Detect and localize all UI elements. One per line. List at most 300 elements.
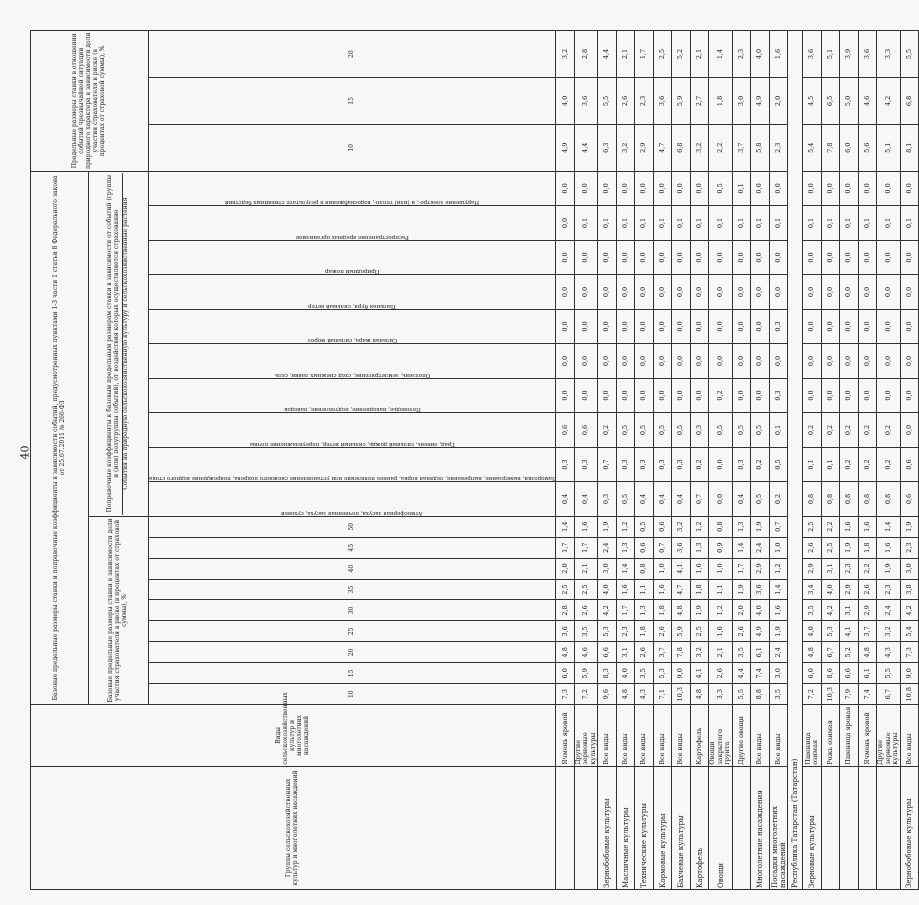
cell-group: Зернобобовые культуры [900,766,919,889]
table-row [751,31,770,890]
cell-base-rate: 4,2 [598,600,617,621]
cell-add-rate: 3,2 [556,31,575,78]
cell-coefficient: 0,1 [616,206,635,241]
cell-base-rate: 1,9 [690,600,709,621]
cell-coefficient: 0,1 [900,206,919,241]
cell-coefficient: 0,0 [858,171,877,206]
cell-base-rate: 6,7 [821,642,840,663]
cell-coefficient: 0,0 [556,378,575,413]
cell-coefficient: 0,2 [690,447,709,482]
cell-coefficient: 0,0 [616,171,635,206]
cell-base-rate: 1,6 [858,516,877,537]
header-add-group: Предельные размеры ставки в отношении событий чрезвычайной ситуации природного характера в зависимости доли участия страхователя в риске (в процентах от страховой суммы), % [31,31,149,172]
cell-group [732,766,751,889]
cell-group: Кормовые культуры [653,766,672,889]
cell-add-rate: 2,8 [574,31,597,78]
cell-coefficient: 0,0 [690,309,709,344]
cell-coefficient: 0,1 [690,206,709,241]
cell-add-rate: 3,6 [803,31,822,78]
cell-base-rate: 2,9 [751,558,770,579]
cell-coefficient: 0,0 [556,275,575,310]
cell-coefficient: 0,0 [653,309,672,344]
cell-coefficient: 0,3 [672,447,691,482]
cell-add-rate: 4,6 [858,78,877,125]
coef-col-pests [149,206,556,241]
cell-base-rate: 8,3 [598,663,617,684]
cell-coefficient: 0,8 [877,482,900,517]
cell-add-rate: 3,7 [732,124,751,171]
cell-add-rate: 2,2 [709,124,732,171]
cell-coefficient: 0,6 [574,413,597,448]
cell-coefficient: 0,6 [556,413,575,448]
cell-add-rate: 5,4 [803,124,822,171]
cell-base-rate: 4,8 [556,642,575,663]
cell-base-rate: 0,9 [709,537,732,558]
cell-base-rate: 2,3 [900,537,919,558]
cell-coefficient: 0,0 [900,171,919,206]
cell-base-rate: 2,8 [556,600,575,621]
cell-base-rate: 4,3 [635,684,654,705]
cell-coefficient: 0,0 [616,240,635,275]
cell-coefficient: 0,0 [556,171,575,206]
cell-base-rate: 0,7 [653,537,672,558]
cell-add-rate: 4,2 [877,78,900,125]
cell-coefficient: 0,0 [840,275,859,310]
coef-col-drought-label: Атмосферная засуха, почвенная засуха, суховей [281,509,424,516]
cell-base-rate: 4,1 [690,663,709,684]
cell-add-rate: 2,3 [769,124,788,171]
cell-add-rate: 1,4 [709,31,732,78]
cell-coefficient: 0,1 [821,206,840,241]
cell-base-rate: 1,9 [598,516,617,537]
cell-coefficient: 0,0 [690,378,709,413]
cell-coefficient: 0,8 [858,482,877,517]
cell-coefficient: 0,0 [574,344,597,379]
cell-base-rate: 5,2 [840,642,859,663]
cell-base-rate: 7,1 [653,684,672,705]
cell-coefficient: 0,5 [616,482,635,517]
cell-coefficient: 0,1 [732,206,751,241]
cell-coefficient: 0,5 [616,413,635,448]
cell-type: Все виды [751,705,770,767]
cell-base-rate: 3,7 [653,642,672,663]
cell-group: Овощи [709,766,732,889]
cell-base-rate: 1,7 [616,600,635,621]
cell-coefficient: 0,0 [672,344,691,379]
cell-coefficient: 0,0 [653,275,672,310]
cell-base-rate: 4,0 [821,579,840,600]
cell-coefficient: 0,1 [769,413,788,448]
cell-base-rate: 2,3 [616,621,635,642]
cell-base-rate: 2,1 [709,642,732,663]
coef-col-utilities-label: Нарушение электро-, и (или) тепло-, водоснабжения в результате стихийных бедствий [225,199,480,206]
cell-add-rate: 3,6 [574,78,597,125]
cell-coefficient: 0,2 [840,447,859,482]
cell-coefficient: 0,0 [653,378,672,413]
cell-type: Рожь озимая [821,705,840,767]
add-col-20: 20 [149,31,556,78]
cell-coefficient: 0,0 [598,171,617,206]
cell-base-rate: 1,6 [709,621,732,642]
cell-add-rate: 6,8 [672,124,691,171]
cell-add-rate: 4,4 [574,124,597,171]
cell-base-rate: 3,2 [690,642,709,663]
cell-add-rate: 2,9 [635,124,654,171]
cell-base-rate: 2,5 [821,537,840,558]
cell-group: Картофель [690,766,709,889]
cell-coefficient: 0,0 [574,240,597,275]
coef-col-fire [149,240,556,275]
cell-add-rate: 2,3 [635,78,654,125]
header-coef-group [89,171,149,516]
cell-coefficient: 0,1 [821,447,840,482]
cell-base-rate: 2,2 [821,516,840,537]
cell-base-rate: 1,2 [616,516,635,537]
cell-base-rate: 1,2 [709,600,732,621]
cell-add-rate: 2,7 [690,78,709,125]
cell-add-rate: 3,6 [858,31,877,78]
cell-base-rate: 4,2 [821,600,840,621]
cell-base-rate: 7,4 [751,663,770,684]
cell-coefficient: 0,3 [732,447,751,482]
cell-coefficient: 0,4 [732,482,751,517]
cell-base-rate: 1,6 [877,537,900,558]
cell-coefficient: 0,1 [653,206,672,241]
cell-base-rate: 2,3 [840,558,859,579]
base-col-15: 15 [149,663,556,684]
cell-base-rate: 1,8 [858,537,877,558]
cell-base-rate: 5,3 [821,621,840,642]
cell-base-rate: 4,0 [803,621,822,642]
cell-base-rate: 3,5 [769,684,788,705]
table-row [574,31,597,890]
cell-add-rate: 3,3 [877,31,900,78]
cell-coefficient: 0,8 [840,482,859,517]
cell-group: Зерновые культуры [803,766,822,889]
cell-coefficient: 0,5 [751,482,770,517]
cell-type: Овощи закрытого грунта [709,705,732,767]
cell-add-rate: 2,3 [732,31,751,78]
cell-base-rate: 1,1 [709,579,732,600]
cell-coefficient: 0,0 [877,309,900,344]
header-type: Виды сельскохозяйственных культур и многолетних насаждений [31,705,556,767]
cell-coefficient: 0,0 [751,275,770,310]
cell-base-rate: 2,6 [803,537,822,558]
cell-type: Другие зерновые культуры [877,705,900,767]
table-row [556,31,575,890]
cell-coefficient: 0,0 [821,344,840,379]
cell-coefficient: 0,0 [556,309,575,344]
cell-base-rate: 1,8 [635,621,654,642]
cell-coefficient: 0,2 [821,413,840,448]
cell-coefficient: 0,8 [803,482,822,517]
cell-base-rate: 10,8 [900,684,919,705]
coef-col-frost [149,447,556,482]
cell-coefficient: 0,0 [751,171,770,206]
cell-base-rate: 4,8 [616,684,635,705]
cell-coefficient: 0,0 [616,275,635,310]
cell-base-rate: 3,6 [556,621,575,642]
cell-base-rate: 3,1 [821,558,840,579]
cell-base-rate: 2,6 [574,600,597,621]
cell-type: Пшеница яровая [840,705,859,767]
cell-base-rate: 1,4 [877,516,900,537]
cell-group [574,766,597,889]
cell-coefficient: 0,3 [616,447,635,482]
cell-base-rate: 1,0 [709,558,732,579]
coef-col-hail-label: Град, ливень, сильный дождь, сильный ветер, переувлажнение почвы [249,440,455,447]
cell-base-rate: 4,1 [840,621,859,642]
cell-base-rate: 3,6 [751,579,770,600]
cell-coefficient: 0,0 [840,378,859,413]
cell-base-rate: 8,6 [821,663,840,684]
cell-coefficient: 0,0 [900,309,919,344]
cell-add-rate: 6,3 [598,124,617,171]
cell-coefficient: 0,7 [690,482,709,517]
table-row [732,31,751,890]
cell-add-rate: 5,2 [672,31,691,78]
cell-coefficient: 0,0 [574,171,597,206]
cell-base-rate: 6,1 [858,663,877,684]
cell-coefficient: 0,5 [732,413,751,448]
cell-base-rate: 0,8 [709,516,732,537]
base-col-20: 20 [149,642,556,663]
cell-type: Все виды [635,705,654,767]
cell-add-rate: 3,6 [653,78,672,125]
cell-coefficient: 0,1 [877,206,900,241]
cell-coefficient: 0,0 [709,240,732,275]
cell-add-rate: 2,1 [616,31,635,78]
cell-coefficient: 0,2 [858,413,877,448]
cell-coefficient: 0,0 [900,240,919,275]
cell-base-rate: 3,6 [672,537,691,558]
cell-coefficient: 0,0 [803,344,822,379]
cell-base-rate: 2,4 [598,537,617,558]
cell-base-rate: 7,2 [574,684,597,705]
cell-coefficient: 0,0 [858,378,877,413]
cell-group: Масличные культуры [616,766,635,889]
cell-base-rate: 4,2 [900,600,919,621]
cell-coefficient: 0,0 [635,171,654,206]
cell-group: Бахчевые культуры [672,766,691,889]
cell-add-rate: 2,0 [769,78,788,125]
cell-add-rate: 4,0 [556,78,575,125]
cell-base-rate: 1,7 [574,537,597,558]
cell-base-rate: 2,5 [803,516,822,537]
cell-coefficient: 0,0 [709,482,732,517]
cell-base-rate: 4,8 [858,642,877,663]
cell-coefficient: 0,0 [900,275,919,310]
cell-coefficient: 0,0 [598,275,617,310]
coef-col-heat [149,309,556,344]
cell-coefficient: 0,0 [858,309,877,344]
cell-coefficient: 0,2 [858,447,877,482]
cell-base-rate: 1,7 [732,558,751,579]
cell-base-rate: 1,8 [653,600,672,621]
cell-coefficient: 0,0 [616,378,635,413]
section-title: Республика Татарстан (Татарстан) [788,31,803,890]
table-row [821,31,840,890]
cell-coefficient: 0,5 [751,413,770,448]
cell-coefficient: 0,5 [672,413,691,448]
cell-base-rate: 2,4 [751,537,770,558]
coef-col-storm-label: Пыльная буря, сильный ветер [308,302,397,309]
cell-coefficient: 0,0 [840,309,859,344]
cell-add-rate: 4,9 [751,78,770,125]
cell-coefficient: 0,3 [769,309,788,344]
cell-coefficient: 0,6 [900,447,919,482]
table-row [616,31,635,890]
cell-base-rate: 6,0 [803,663,822,684]
cell-base-rate: 1,9 [900,516,919,537]
cell-base-rate: 2,3 [877,579,900,600]
table-row [709,31,732,890]
cell-add-rate: 4,4 [598,31,617,78]
cell-base-rate: 3,7 [858,621,877,642]
cell-coefficient: 0,2 [877,447,900,482]
cell-coefficient: 0,0 [769,344,788,379]
base-col-40: 40 [149,558,556,579]
cell-coefficient: 0,5 [709,413,732,448]
cell-base-rate: 1,0 [653,558,672,579]
cell-coefficient: 0,3 [635,447,654,482]
cell-base-rate: 1,9 [732,579,751,600]
cell-coefficient: 0,1 [751,206,770,241]
cell-base-rate: 1,9 [840,537,859,558]
cell-coefficient: 0,0 [858,275,877,310]
cell-base-rate: 6,0 [556,663,575,684]
cell-coefficient: 0,0 [709,344,732,379]
cell-base-rate: 5,9 [574,663,597,684]
cell-coefficient: 0,3 [598,482,617,517]
coef-col-landslide-label: Оползень, землетрясение, сход снежных лавин, сель [274,371,430,378]
cell-base-rate: 1,0 [769,537,788,558]
cell-coefficient: 0,0 [751,378,770,413]
cell-base-rate: 2,6 [709,663,732,684]
cell-base-rate: 5,3 [653,663,672,684]
cell-coefficient: 0,0 [598,378,617,413]
table-row [769,31,788,890]
cell-base-rate: 2,6 [653,621,672,642]
cell-coefficient: 0,0 [900,344,919,379]
cell-base-rate: 3,4 [803,579,822,600]
cell-base-rate: 4,4 [732,663,751,684]
table-row [900,31,919,890]
cell-add-rate: 1,6 [769,31,788,78]
cell-coefficient: 0,0 [821,378,840,413]
cell-group [877,766,900,889]
cell-base-rate: 1,3 [690,537,709,558]
cell-type: Все виды [672,705,691,767]
cell-coefficient: 0,1 [803,206,822,241]
table-row [690,31,709,890]
cell-coefficient: 0,0 [653,240,672,275]
cell-coefficient: 0,0 [574,309,597,344]
cell-coefficient: 0,0 [709,447,732,482]
cell-base-rate: 0,6 [635,537,654,558]
base-col-35: 35 [149,579,556,600]
cell-base-rate: 3,2 [672,516,691,537]
cell-base-rate: 1,9 [877,558,900,579]
table-row [635,31,654,890]
cell-base-rate: 2,9 [858,600,877,621]
cell-type: Все виды [616,705,635,767]
cell-base-rate: 1,8 [690,579,709,600]
cell-coefficient: 0,8 [821,482,840,517]
cell-base-rate: 8,8 [751,684,770,705]
cell-base-rate: 2,0 [556,558,575,579]
cell-base-rate: 2,9 [840,579,859,600]
cell-coefficient: 0,0 [690,344,709,379]
cell-base-rate: 4,0 [598,579,617,600]
cell-add-rate: 3,2 [690,124,709,171]
cell-coefficient: 0,0 [840,171,859,206]
cell-coefficient: 0,1 [732,171,751,206]
cell-base-rate: 2,9 [803,558,822,579]
cell-coefficient: 0,0 [732,309,751,344]
cell-type: Ячмень яровой [858,705,877,767]
cell-coefficient: 0,1 [840,206,859,241]
cell-base-rate: 7,8 [672,642,691,663]
cell-base-rate: 7,3 [900,642,919,663]
cell-type: Другие овощи [732,705,751,767]
cell-base-rate: 3,8 [900,579,919,600]
cell-base-rate: 7,2 [803,684,822,705]
cell-base-rate: 5,3 [598,621,617,642]
cell-add-rate: 5,5 [598,78,617,125]
cell-coefficient: 0,0 [690,275,709,310]
cell-base-rate: 9,0 [900,663,919,684]
table-row [803,31,822,890]
cell-add-rate: 1,7 [635,31,654,78]
cell-base-rate: 3,1 [616,642,635,663]
cell-coefficient: 0,0 [769,171,788,206]
cell-add-rate: 2,1 [690,31,709,78]
cell-coefficient: 0,2 [709,378,732,413]
cell-base-rate: 3,5 [803,600,822,621]
cell-coefficient: 0,0 [877,171,900,206]
table-row [672,31,691,890]
cell-base-rate: 4,3 [877,642,900,663]
cell-base-rate: 1,6 [769,600,788,621]
coef-col-storm [149,275,556,310]
cell-base-rate: 9,6 [598,684,617,705]
table-row [598,31,617,890]
cell-coefficient: 0,0 [840,344,859,379]
cell-base-rate: 2,6 [732,621,751,642]
page-number: 40 [18,445,32,460]
cell-coefficient: 0,0 [709,309,732,344]
cell-coefficient: 0,2 [840,413,859,448]
cell-add-rate: 3,2 [616,124,635,171]
cell-group [556,766,575,889]
cell-base-rate: 2,4 [769,642,788,663]
cell-coefficient: 0,6 [900,482,919,517]
cell-coefficient: 0,2 [598,413,617,448]
cell-coefficient: 0,0 [574,275,597,310]
cell-coefficient: 0,0 [635,275,654,310]
cell-coefficient: 0,0 [598,240,617,275]
cell-base-rate: 1,4 [769,579,788,600]
cell-coefficient: 0,0 [732,378,751,413]
cell-base-rate: 10,3 [672,684,691,705]
cell-base-rate: 1,4 [556,516,575,537]
cell-base-rate: 0,5 [635,516,654,537]
cell-coefficient: 0,5 [635,413,654,448]
coef-col-drought [149,482,556,517]
cell-coefficient: 0,0 [803,171,822,206]
cell-coefficient: 0,0 [653,344,672,379]
